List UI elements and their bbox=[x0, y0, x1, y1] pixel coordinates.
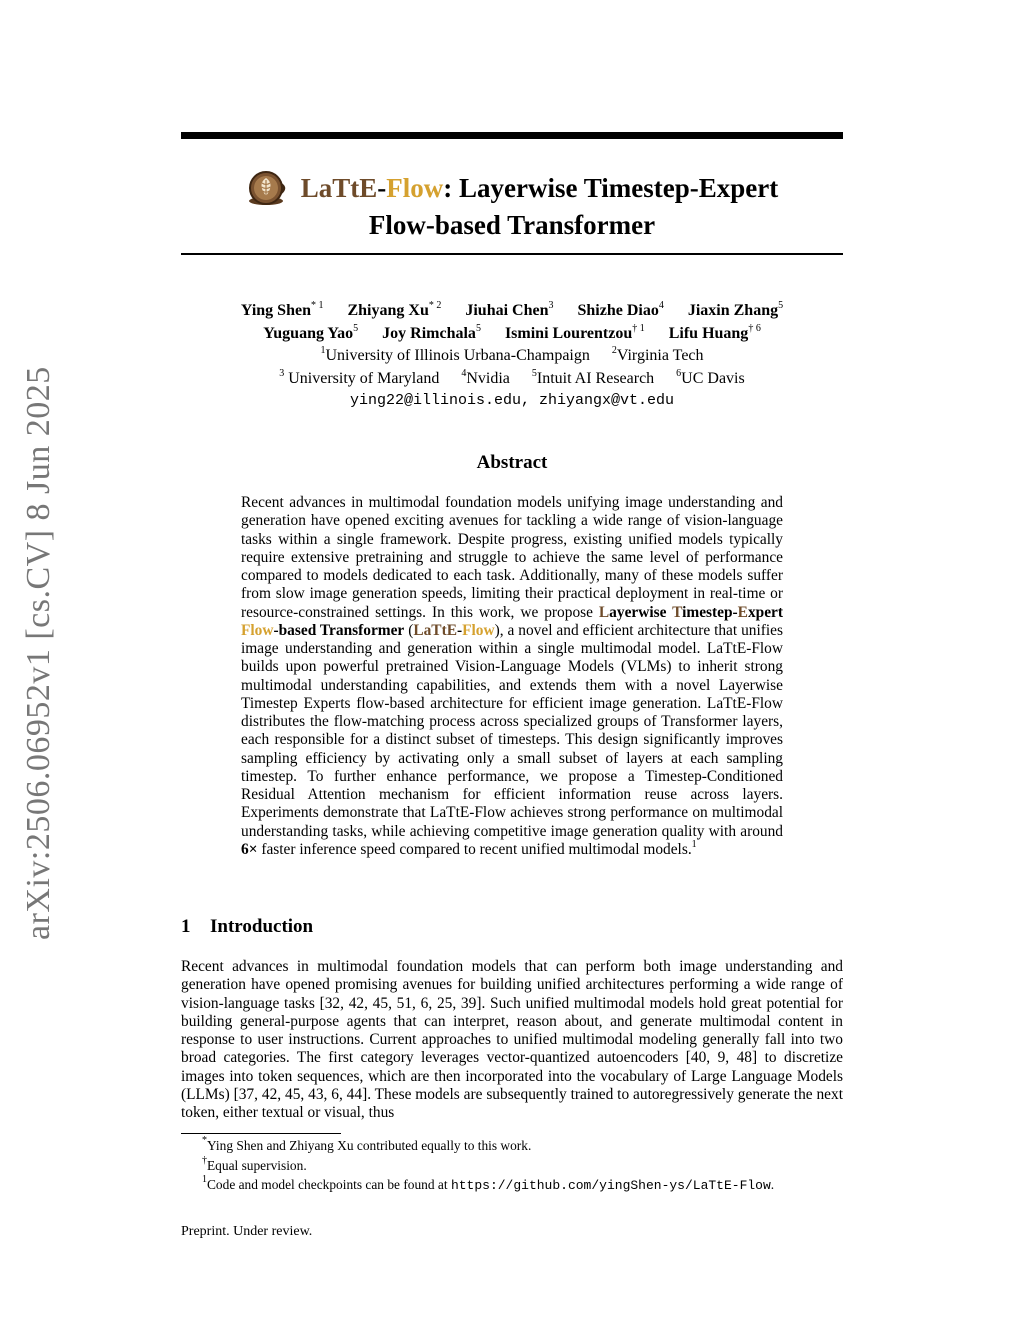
author-name: Zhiyang Xu bbox=[347, 302, 429, 319]
abstract-text: faster inference speed compared to recent unified multimodal models. bbox=[257, 840, 692, 858]
author-name: Lifu Huang bbox=[668, 324, 749, 342]
affiliation: University of Illinois Urbana-Champaign bbox=[325, 347, 590, 364]
author-affil: 4 bbox=[658, 300, 664, 311]
footnote-text: . bbox=[770, 1177, 775, 1192]
footnote bbox=[202, 1156, 842, 1176]
author-block bbox=[181, 300, 843, 413]
title-rest: : Layerwise Timestep-Expert bbox=[443, 173, 779, 203]
abstract-text: ( bbox=[404, 621, 414, 639]
footnote-text: Code and model checkpoints can be found at bbox=[207, 1177, 451, 1192]
title-flow: Flow bbox=[386, 173, 444, 203]
footnote bbox=[202, 1175, 842, 1196]
footnote-rule bbox=[181, 1133, 341, 1134]
section-number: 1 bbox=[181, 916, 191, 937]
method-acronym-dash: - bbox=[456, 621, 463, 639]
title-top-rule bbox=[181, 132, 843, 139]
author-name: Yuguang Yao bbox=[263, 324, 354, 342]
abstract-body bbox=[241, 494, 783, 859]
title-dash: - bbox=[377, 173, 387, 203]
affiliation: Nvidia bbox=[466, 369, 510, 387]
introduction-paragraph: Recent advances in multimodal foundation models that can perform both image understanding and generation have opened promising avenues for building unified architectures performing a wide range of vision-language tasks [32, 42, 45, 51, 6, 25, 39]. Such unified multimodal models hold great potential for building general-purpose agents that can interpret, reason about, and generate multimodal content in response to user instructions. Current approaches to unified multimodal modeling generally fall into two broad categories. The first category leverages vector-quantized autoencoders [40, 9, 48] to discretize images into token sequences, which are then incorporated into the vocabulary of Large Language Models (LLMs) [37, 42, 45, 43, 6, 44]. These models are subsequently trained to autoregressively generate the next token, either textual or visual, thus bbox=[181, 958, 843, 1122]
footnote-text: Equal supervision. bbox=[207, 1157, 307, 1173]
author-affil: 5 bbox=[778, 300, 784, 311]
method-word-flow: Flow bbox=[241, 621, 274, 639]
affil-mark: 5 bbox=[531, 367, 537, 379]
author-name: Joy Rimchala bbox=[382, 324, 476, 342]
affiliation: Virginia Tech bbox=[616, 347, 704, 364]
footnote-mark: 1 bbox=[202, 1174, 207, 1185]
author-name: Ying Shen bbox=[240, 302, 311, 319]
affil-mark: 4 bbox=[461, 367, 467, 379]
acronym-letter: L bbox=[598, 603, 610, 621]
author-affil: † 6 bbox=[748, 322, 761, 334]
section-title: Introduction bbox=[210, 916, 314, 937]
title-line-2: Flow-based Transformer bbox=[368, 210, 656, 240]
author-affil: * 1 bbox=[310, 300, 324, 311]
method-word: imestep- bbox=[682, 603, 738, 621]
speedup-value: 6× bbox=[241, 840, 258, 858]
footnote-text: Ying Shen and Zhiyang Xu contributed equally to this work. bbox=[207, 1138, 532, 1153]
method-word: xpert bbox=[747, 603, 783, 621]
paper-title bbox=[181, 168, 843, 242]
author-affil: 5 bbox=[353, 322, 359, 334]
preprint-notice: Preprint. Under review. bbox=[181, 1224, 313, 1239]
github-link[interactable]: https://github.com/yingShen-ys/LaTtE-Flow bbox=[450, 1178, 771, 1193]
acronym-letter: E bbox=[737, 603, 748, 621]
author-name: Shizhe Diao bbox=[577, 302, 659, 319]
author-name: Jiuhai Chen bbox=[465, 302, 549, 319]
author-affil: 5 bbox=[475, 322, 481, 334]
section-heading-introduction bbox=[181, 916, 313, 938]
affil-mark: 6 bbox=[676, 367, 682, 379]
latte-cup-icon bbox=[246, 168, 286, 208]
footnotes bbox=[202, 1136, 842, 1196]
author-name: Ismini Lourentzou bbox=[504, 324, 633, 342]
affiliation: Intuit AI Research bbox=[536, 369, 655, 387]
affil-mark: 3 bbox=[279, 367, 285, 379]
author-affil: † 1 bbox=[632, 322, 645, 334]
affiliation: University of Maryland bbox=[284, 369, 440, 387]
title-bottom-rule bbox=[181, 253, 843, 255]
abstract-heading: Abstract bbox=[476, 452, 548, 473]
method-acronym-latte: LaTtE bbox=[413, 621, 457, 639]
footnote bbox=[202, 1136, 842, 1156]
title-latte: LaTtE bbox=[300, 173, 378, 203]
footnote-mark: * bbox=[202, 1135, 207, 1146]
method-word: -based Transformer bbox=[273, 621, 405, 639]
method-acronym-flow: Flow bbox=[462, 621, 495, 639]
affiliation: UC Davis bbox=[681, 369, 745, 387]
abstract-text: ), a novel and efficient architecture that unifies image understanding and generation within a single multimodal model. LaTtE-Flow builds upon powerful pretrained Vision-Language Models (VLMs) to inherit strong multimodal understanding capabilities, and extends them with a novel Layerwise Timestep Experts flow-based architecture for efficient image generation. LaTtE-Flow distributes the flow-matching process across specialized groups of Transformer layers, each responsible for a distinct subset of timesteps. This design significantly improves sampling efficiency by activating only a small subset of layers at each sampling timestep. To further enhance performance, we propose a Timestep-Conditioned Residual Attention mechanism for efficient information reuse across layers. Experiments demonstrate that LaTtE-Flow achieves strong performance on multimodal understanding tasks, while achieving competitive image generation quality with around bbox=[241, 621, 783, 840]
author-affil: 3 bbox=[548, 300, 554, 311]
author-name: Jiaxin Zhang bbox=[687, 302, 779, 319]
abstract-text: Recent advances in multimodal foundation models unifying image understanding and generation have opened exciting avenues for tackling a wide range of vision-language tasks within a single framework. Despite progress, existing unified models typically require extensive pretraining and struggle to achieve the same level of performance compared to models dedicated to each task. Additionally, many of these models suffer from slow image generation speeds, limiting their practical deployment in real-time or resource-constrained settings. In this work, we propose bbox=[241, 494, 783, 621]
affiliations-row-1 bbox=[181, 345, 843, 368]
author-affil: * 2 bbox=[428, 300, 442, 311]
footnote-ref[interactable]: 1 bbox=[691, 838, 697, 850]
author-emails[interactable]: ying22@illinois.edu, zhiyangx@vt.edu bbox=[349, 392, 675, 409]
affil-mark: 1 bbox=[320, 345, 326, 356]
affil-mark: 2 bbox=[611, 345, 617, 356]
footnote-mark: † bbox=[202, 1154, 207, 1166]
acronym-letter: T bbox=[672, 603, 683, 621]
arxiv-identifier: arXiv:2506.06952v1 [cs.CV] 8 Jun 2025 bbox=[20, 366, 57, 940]
affiliations-row-2 bbox=[181, 368, 843, 391]
method-word: ayerwise bbox=[609, 603, 673, 621]
